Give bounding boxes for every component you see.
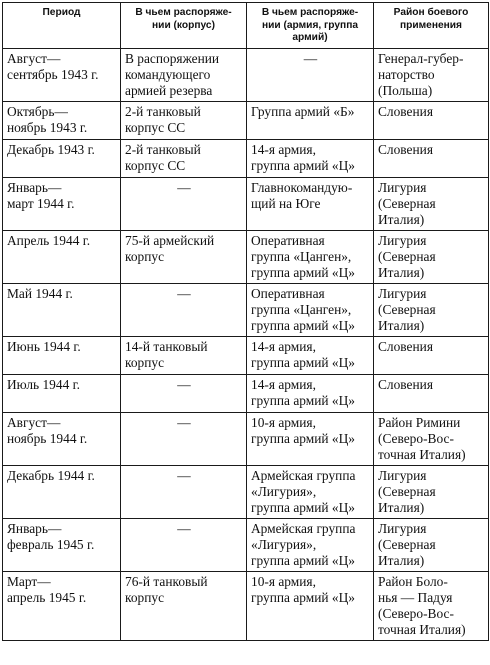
cell-area: Лигурия (Северная Италия) bbox=[374, 519, 489, 572]
cell-army: 10-я армия, группа армий «Ц» bbox=[247, 572, 374, 641]
cell-army: Главнокомандую- щий на Юге bbox=[247, 178, 374, 231]
table-row bbox=[3, 284, 489, 337]
cell-army: 14-я армия, группа армий «Ц» bbox=[247, 375, 374, 413]
cell-period: Март— апрель 1945 г. bbox=[3, 572, 121, 641]
table-row bbox=[3, 231, 489, 284]
cell-period: Июль 1944 г. bbox=[3, 375, 121, 413]
header-period: Период bbox=[3, 3, 121, 49]
cell-corps: 76-й танковый корпус bbox=[121, 572, 247, 641]
cell-area: Словения bbox=[374, 337, 489, 375]
cell-army: Оперативная группа «Цанген», группа армий «Ц» bbox=[247, 231, 374, 284]
cell-army: Армейская группа «Лигурия», группа армий «Ц» bbox=[247, 466, 374, 519]
cell-area: Район Римини (Северо-Вос- точная Италия) bbox=[374, 413, 489, 466]
cell-army: — bbox=[247, 49, 374, 102]
table-row bbox=[3, 413, 489, 466]
cell-period: Август— ноябрь 1944 г. bbox=[3, 413, 121, 466]
table-body bbox=[3, 49, 489, 641]
cell-period: Апрель 1944 г. bbox=[3, 231, 121, 284]
cell-corps: 2-й танковый корпус СС bbox=[121, 102, 247, 140]
cell-army: 14-я армия, группа армий «Ц» bbox=[247, 140, 374, 178]
cell-corps: — bbox=[121, 375, 247, 413]
table-row bbox=[3, 178, 489, 231]
cell-period: Октябрь— ноябрь 1943 г. bbox=[3, 102, 121, 140]
header-corps: В чьем распоряже- нии (корпус) bbox=[121, 3, 247, 49]
cell-area: Лигурия (Северная Италия) bbox=[374, 178, 489, 231]
cell-army: Группа армий «Б» bbox=[247, 102, 374, 140]
cell-corps: — bbox=[121, 519, 247, 572]
cell-corps: 2-й танковый корпус СС bbox=[121, 140, 247, 178]
cell-army: 14-я армия, группа армий «Ц» bbox=[247, 337, 374, 375]
cell-area: Словения bbox=[374, 140, 489, 178]
table-row bbox=[3, 572, 489, 641]
cell-period: Июнь 1944 г. bbox=[3, 337, 121, 375]
header-army: В чьем распоряже- нии (армия, группа армий) bbox=[247, 3, 374, 49]
cell-area: Район Боло- нья — Падуя (Северо-Вос- точная Италия) bbox=[374, 572, 489, 641]
table-row bbox=[3, 466, 489, 519]
cell-army: Армейская группа «Лигурия», группа армий «Ц» bbox=[247, 519, 374, 572]
cell-period: Декабрь 1944 г. bbox=[3, 466, 121, 519]
table-row bbox=[3, 102, 489, 140]
cell-army: Оперативная группа «Цанген», группа армий «Ц» bbox=[247, 284, 374, 337]
cell-corps: — bbox=[121, 413, 247, 466]
cell-area: Словения bbox=[374, 375, 489, 413]
cell-corps: — bbox=[121, 466, 247, 519]
deployment-table bbox=[2, 2, 489, 641]
cell-area: Лигурия (Северная Италия) bbox=[374, 466, 489, 519]
header-area: Район боевого применения bbox=[374, 3, 489, 49]
cell-area: Словения bbox=[374, 102, 489, 140]
table-row bbox=[3, 375, 489, 413]
cell-corps: 14-й танковый корпус bbox=[121, 337, 247, 375]
cell-corps: — bbox=[121, 284, 247, 337]
cell-period: Декабрь 1943 г. bbox=[3, 140, 121, 178]
cell-period: Август— сентябрь 1943 г. bbox=[3, 49, 121, 102]
table-row bbox=[3, 337, 489, 375]
cell-area: Лигурия (Северная Италия) bbox=[374, 231, 489, 284]
cell-corps: В распоряжении командующего армией резерва bbox=[121, 49, 247, 102]
cell-corps: — bbox=[121, 178, 247, 231]
table-row bbox=[3, 49, 489, 102]
table-row bbox=[3, 519, 489, 572]
cell-area: Лигурия (Северная Италия) bbox=[374, 284, 489, 337]
cell-period: Январь— март 1944 г. bbox=[3, 178, 121, 231]
cell-period: Январь— февраль 1945 г. bbox=[3, 519, 121, 572]
cell-army: 10-я армия, группа армий «Ц» bbox=[247, 413, 374, 466]
cell-period: Май 1944 г. bbox=[3, 284, 121, 337]
cell-area: Генерал-губер- наторство (Польша) bbox=[374, 49, 489, 102]
cell-corps: 75-й армейский корпус bbox=[121, 231, 247, 284]
table-row bbox=[3, 140, 489, 178]
header-row bbox=[3, 3, 489, 49]
